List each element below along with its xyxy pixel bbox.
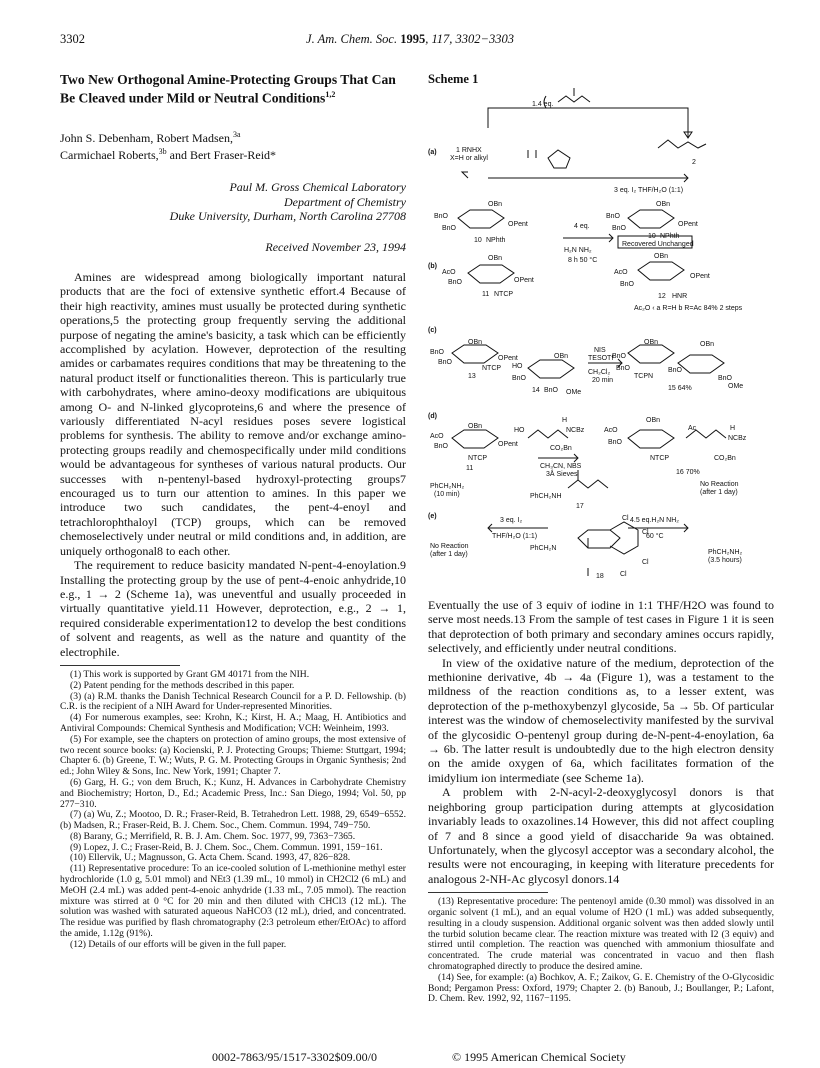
right-column xyxy=(428,598,774,1005)
svg-text:H₂N NH₂: H₂N NH₂ xyxy=(564,247,592,254)
svg-text:Cl: Cl xyxy=(642,559,649,566)
svg-text:OBn: OBn xyxy=(468,339,483,346)
svg-text:Cl: Cl xyxy=(622,515,629,522)
svg-text:16 70%: 16 70% xyxy=(676,469,700,476)
scheme-label-a: (a) xyxy=(428,149,437,156)
footnote: (13) Representative procedure: The pentenoyl amide (0.30 mmol) was dissolved in an organic solvent (1 mL), and an equal volume of H2O (1 mL) was added subsequently, resulting in a cloudy suspension. Additional organic solvent was then added slowly until the turbid solution became clear. The reaction mixture was treated with I2 (3 equiv) and stirred until completion. The reaction was quenched with ammonium thiosulfate and concentrated. The crude material was concentrated in vacuo and then flash chromatographed directly to produce the desired amine. xyxy=(428,896,774,972)
footnotes-left xyxy=(60,670,406,951)
running-header: J. Am. Chem. Soc. 1995, 117, 3302−3303 xyxy=(306,32,514,46)
svg-text:BnO: BnO xyxy=(442,225,457,232)
svg-text:11: 11 xyxy=(466,465,474,472)
svg-text:CH₂Cl₂: CH₂Cl₂ xyxy=(588,369,611,376)
svg-text:3 eq. I₂: 3 eq. I₂ xyxy=(500,517,523,524)
page-number: 3302 xyxy=(60,32,85,46)
svg-text:BnO: BnO xyxy=(668,367,683,374)
title-refs: 1,2 xyxy=(325,90,336,99)
svg-text:13: 13 xyxy=(468,373,476,380)
svg-text:20 min: 20 min xyxy=(592,377,614,384)
footnote-divider xyxy=(60,665,180,666)
scheme-label-b: (b) xyxy=(428,263,437,270)
svg-text:OBn: OBn xyxy=(654,253,669,260)
affiliation: Paul M. Gross Chemical Laboratory Department of Chemistry Duke University, Durham, North Carolina 27708 xyxy=(169,180,406,224)
journal-pages: 3302−3303 xyxy=(455,32,514,46)
svg-text:2: 2 xyxy=(692,159,696,166)
svg-text:14: 14 xyxy=(532,387,540,394)
footnote: (12) Details of our efforts will be given in the full paper. xyxy=(70,938,287,950)
svg-text:OMe: OMe xyxy=(566,389,582,396)
svg-text:PhCH₂NH₂: PhCH₂NH₂ xyxy=(430,483,465,490)
svg-text:CH₃CN, NBS: CH₃CN, NBS xyxy=(540,463,582,470)
svg-text:OBn: OBn xyxy=(700,341,715,348)
svg-text:H: H xyxy=(562,417,568,424)
footnote: (9) Lopez, J. C.; Fraser-Reid, B. J. Chem. Soc., Chem. Commun. 1991, 159−161. xyxy=(70,841,383,853)
footer-copyright: © 1995 American Chemical Society xyxy=(452,1050,626,1064)
scheme-label-c: (c) xyxy=(428,327,437,334)
svg-text:3 eq. I₂ THF/H₂O (1:1): 3 eq. I₂ THF/H₂O (1:1) xyxy=(614,187,684,194)
svg-text:17: 17 xyxy=(576,503,584,510)
svg-text:OPent: OPent xyxy=(498,355,518,362)
svg-text:OBn: OBn xyxy=(646,417,661,424)
svg-text:OPent: OPent xyxy=(690,273,710,280)
svg-text:OPent: OPent xyxy=(508,221,528,228)
svg-text:15 64%: 15 64% xyxy=(668,385,692,392)
scheme-label-e: (e) xyxy=(428,513,437,520)
svg-text:PhCH₂NH: PhCH₂NH xyxy=(530,493,562,500)
footnote: (7) (a) Wu, Z.; Mootoo, D. R.; Fraser-Reid, B. Tetrahedron Lett. 1988, 29, 6549−6552. (b) Madsen, R.; Fraser-Reid, B. J. Chem. Soc., Chem. Commun. 1994, 749−750. xyxy=(60,809,406,832)
svg-text:BnO: BnO xyxy=(718,375,733,382)
author-list: John S. Debenham, Robert Madsen,$^{3a}$ Carmichael Roberts,$^{3b}$ and Bert Fraser-Reid* xyxy=(60,129,277,162)
svg-text:THF/H₂O (1:1): THF/H₂O (1:1) xyxy=(492,533,538,540)
svg-text:BnO: BnO xyxy=(608,439,623,446)
paragraph: The requirement to reduce basicity mandated N-pent-4-enoylation.9 Installing the protecting group by the use of pent-4-enoic anhydride,10 e.g., 1 → 2 (Scheme 1a), was uneventful and usually proceeded in virtually quantitative yield.11 However, deprotection, e.g., 2 → 1, required considerable experimentation12 to develop the best conditions of solvent and reagents, as well as the nature and quantity of the electrophile. xyxy=(60,558,406,659)
svg-text:HO: HO xyxy=(512,363,523,370)
svg-text:TESOTf: TESOTf xyxy=(588,355,614,362)
svg-text:PhCH₂NH₂: PhCH₂NH₂ xyxy=(708,549,743,556)
svg-text:BnO: BnO xyxy=(612,353,627,360)
paragraph: Eventually the use of 3 equiv of iodine in 1:1 THF/H2O was found to serve most needs.13 From the sample of test cases in Figure 1 it is seen that deprotection of both primary and secondary amines occurs rapidly, selectively, and efficiently under neutral conditions. xyxy=(428,598,774,656)
svg-text:TCPN: TCPN xyxy=(634,373,654,380)
svg-text:H: H xyxy=(730,425,736,432)
svg-text:X=H or alkyl: X=H or alkyl xyxy=(450,155,488,162)
svg-text:10: 10 xyxy=(474,237,482,244)
footnote: (14) See, for example: (a) Bochkov, A. F.; Zaikov, G. E. Chemistry of the O-Glycosidic Bond; Pergamon Press: Oxford, 1979; Chapter 2. (b) Banoub, J.; Boullanger, P.; Lafont, D. Chem. Rev. 1992, 92, 1167−1195. xyxy=(428,971,774,1005)
svg-text:NTCP: NTCP xyxy=(468,455,488,462)
journal-year: 1995 xyxy=(400,32,426,46)
footnote: (5) For example, see the chapters on protection of amino groups, the most extensive of two recent source books: (a) Kocienski, P. J. Protecting Groups; Thieme: Stuttgart, 1994; Chapter 6. (b) Greene, T. W.; Wuts, P. G. M. Protecting Groups in Organic Synthesis; 2nd ed.; John Wiley & Sons, Inc. New York, 1991; Chapter 7. xyxy=(60,733,406,778)
svg-text:BnO: BnO xyxy=(616,365,631,372)
svg-text:18: 18 xyxy=(596,573,604,580)
paragraph: In view of the oxidative nature of the medium, deprotection of the methionine derivative, 4b → 4a (Figure 1), was a testament to the mildness of the reaction conditions as, to a lesser extent, was deprotection of the p-methoxybenzyl glycoside, 5a → 5b. Of particular interest was the window of chemoselectivity manifested by the survival of the glycosidic O-pentenyl group during de-N-pent-4-enoylation, 6a → 6b. The latter result is undoubtedly due to the high electron density on the amide oxygen of 6a, which facilitates formation of the imidylium ion intermediate (see Scheme 1a). xyxy=(428,655,774,785)
svg-text:Ac: Ac xyxy=(688,425,697,432)
svg-text:Ac₂O ‹ a R=H b R=Ac 84% 2 ste: Ac₂O ‹ a R=H b R=Ac 84% 2 steps xyxy=(634,305,743,312)
svg-text:PhCH₂N: PhCH₂N xyxy=(530,545,557,552)
svg-text:(3.5 hours): (3.5 hours) xyxy=(708,557,742,564)
svg-text:BnO: BnO xyxy=(434,213,449,220)
svg-text:NIS: NIS xyxy=(594,347,606,354)
svg-text:No Reaction: No Reaction xyxy=(700,481,739,488)
svg-text:AcO: AcO xyxy=(604,427,618,434)
footer-code: 0002-7863/95/1517-3302$09.00/0 xyxy=(212,1050,377,1064)
svg-text:8 h 50 °C: 8 h 50 °C xyxy=(568,257,598,264)
footnote: (10) Ellervik, U.; Magnusson, G. Acta Chem. Scand. 1993, 47, 826−828. xyxy=(70,852,351,864)
svg-text:(after 1 day): (after 1 day) xyxy=(700,489,738,496)
svg-text:OBn: OBn xyxy=(488,255,503,262)
svg-text:1 RNHX: 1 RNHX xyxy=(456,147,482,154)
scheme-1-figure xyxy=(428,88,768,588)
svg-text:BnO: BnO xyxy=(448,279,463,286)
journal-name: J. Am. Chem. Soc. xyxy=(306,32,398,46)
footnote: (4) For numerous examples, see: Krohn, K.; Kirst, H. A.; Maag, H. Antibiotics and Antiviral Compounds: Chemical Synthesis and Modification; VCH: Weinheim, 1993. xyxy=(60,712,406,734)
svg-text:12: 12 xyxy=(658,293,666,300)
svg-text:HO: HO xyxy=(514,427,525,434)
footnote-divider xyxy=(428,892,548,893)
svg-text:OBn: OBn xyxy=(468,423,483,430)
footnote: (1) This work is supported by Grant GM 40171 from the NIH. xyxy=(70,668,310,680)
svg-text:4.5 eq.H₂N NH₂: 4.5 eq.H₂N NH₂ xyxy=(630,517,680,524)
svg-text:(10 min): (10 min) xyxy=(434,491,460,498)
svg-text:AcO: AcO xyxy=(614,269,628,276)
svg-text:NCBz: NCBz xyxy=(728,435,747,442)
svg-text:NTCP: NTCP xyxy=(482,365,502,372)
svg-text:OMe: OMe xyxy=(728,383,744,390)
svg-text:NCBz: NCBz xyxy=(566,427,585,434)
svg-text:Cl: Cl xyxy=(620,571,627,578)
svg-text:11: 11 xyxy=(482,291,490,298)
svg-text:1.4 eq.: 1.4 eq. xyxy=(532,101,554,108)
svg-text:BnO: BnO xyxy=(438,359,453,366)
svg-text:3Å Sieves: 3Å Sieves xyxy=(546,471,578,478)
svg-text:NPhth: NPhth xyxy=(660,233,680,240)
footnote: (3) (a) R.M. thanks the Danish Technical Research Council for a P. D. Fellowship. (b) C.R. is the recipient of a NIH Award for Under-represented Minorities. xyxy=(60,690,406,713)
svg-text:OPent: OPent xyxy=(498,441,518,448)
svg-text:BnO: BnO xyxy=(606,213,621,220)
svg-text:NTCP: NTCP xyxy=(494,291,514,298)
svg-text:BnO: BnO xyxy=(544,387,559,394)
paragraph: A problem with 2-N-acyl-2-deoxyglycosyl donors is that neighboring group participation during attempts at glycosidation invariably leads to oxazolines.14 However, this did not affect coupling of 7 and 8 since a good yield of disaccharide 9a was obtained. Unfortunately, when the glycosyl acceptor was a secondary alcohol, the results were not encouraging, in keeping with literature precedents for analogous 2-NH-Ac glycosyl donors.14 xyxy=(428,785,774,886)
article-title: Two New Orthogonal Amine-Protecting Groups That Can Be Cleaved under Mild or Neutral Conditions$^{1,2}$ xyxy=(60,72,396,106)
svg-text:4 eq.: 4 eq. xyxy=(574,223,590,230)
footnote: (2) Patent pending for the methods described in this paper. xyxy=(70,679,295,691)
scheme-title: Scheme 1 xyxy=(428,72,479,86)
left-column xyxy=(60,72,406,951)
journal-volume: 117 xyxy=(431,32,450,46)
svg-text:OPent: OPent xyxy=(514,277,534,284)
svg-text:OBn: OBn xyxy=(554,353,569,360)
svg-text:60 °C: 60 °C xyxy=(646,533,664,540)
svg-text:HNR: HNR xyxy=(672,293,688,300)
svg-text:AcO: AcO xyxy=(430,433,444,440)
svg-text:BnO: BnO xyxy=(620,281,635,288)
svg-text:NPhth: NPhth xyxy=(486,237,506,244)
svg-text:OBn: OBn xyxy=(656,201,671,208)
svg-text:OPent: OPent xyxy=(678,221,698,228)
svg-text:(after 1 day): (after 1 day) xyxy=(430,551,468,558)
footnote: (8) Barany, G.; Merrifield, R. B. J. Am. Chem. Soc. 1977, 99, 7363−7365. xyxy=(70,830,356,842)
svg-text:CO₂Bn: CO₂Bn xyxy=(550,445,572,452)
svg-text:CO₂Bn: CO₂Bn xyxy=(714,455,736,462)
footnote: (6) Garg, H. G.; von dem Bruch, K.; Kunz, H. Advances in Carbohydrate Chemistry and Biochemistry; Horton, D., Ed.; Academic Press, Inc.: San Diego, 1994; Vol. 50, pp 277−310. xyxy=(60,776,406,810)
paragraph: Amines are widespread among biologically important natural products that are the foci of extensive synthetic effort.4 Because of their high reactivity, amines must usually be protected during synthetic operations,5 the protecting group frequently serving the additional purpose of negating the amine's basicity, a task which can be efficiently accomplished by acylation. However, deprotection of the resulting amides or carbamates requires conditions that may be threatening to the natural product itself or functionalities thereon. This is particularly true with carbohydrates, where amino-deoxy modifications are ubiquitous among O- and N-linked glycoproteins,6 and where the presence of variously differentiated N-acyl residues poses severe logistical problems for synthesis. The ability to remove and/or exchange amino-protecting groups readily and chemospecifically under mild conditions would be advantageous for syntheses of various natural products. Our successes with n-pentenyl-based hydroxyl-protecting groups7 encouraged us to turn our attention to amines. In this paper we introduce two such candidates, the pent-4-enoyl and tetrachlorophthaloyl (TCP) groups, which can be removed chemoselectively under neutral or mild conditions and, in addition, are uniquely orthogonal8 to each other. xyxy=(60,269,406,558)
received-date: Received November 23, 1994 xyxy=(265,239,406,254)
svg-text:BnO: BnO xyxy=(430,349,445,356)
svg-text:BnO: BnO xyxy=(512,375,527,382)
svg-text:AcO: AcO xyxy=(442,269,456,276)
svg-text:Cl: Cl xyxy=(642,529,649,536)
svg-text:BnO: BnO xyxy=(434,443,449,450)
scheme-drawing xyxy=(428,88,768,588)
svg-text:Recovered Unchanged: Recovered Unchanged xyxy=(622,241,694,248)
svg-text:10: 10 xyxy=(648,233,656,240)
svg-text:OBn: OBn xyxy=(488,201,503,208)
svg-text:NTCP: NTCP xyxy=(650,455,670,462)
svg-text:OBn: OBn xyxy=(644,339,659,346)
scheme-label-d: (d) xyxy=(428,413,437,420)
svg-text:BnO: BnO xyxy=(612,225,627,232)
footnote: (11) Representative procedure: To an ice-cooled solution of L-methionine methyl ester hydrochloride (1.0 g, 5.01 mmol) and NEt3 (1.39 mL, 10 mmol) in CH2Cl2 (6 mL) and MeOH (2.4 mL) was added pent-4-enoic anhydride (1.33 mL, 7.05 mmol). The reaction mixture was stirred at 0 °C for 20 min and then diluted with CHCl3 (12 mL). The solution was washed with saturated aqueous NaHCO3 (12 mL), dried, and concentrated. The residue was purified by flash chromatography (2:3 petroleum ether/EtOAc) to afford the amide, 1.12g (91%). xyxy=(60,863,406,940)
svg-text:No Reaction: No Reaction xyxy=(430,543,469,550)
